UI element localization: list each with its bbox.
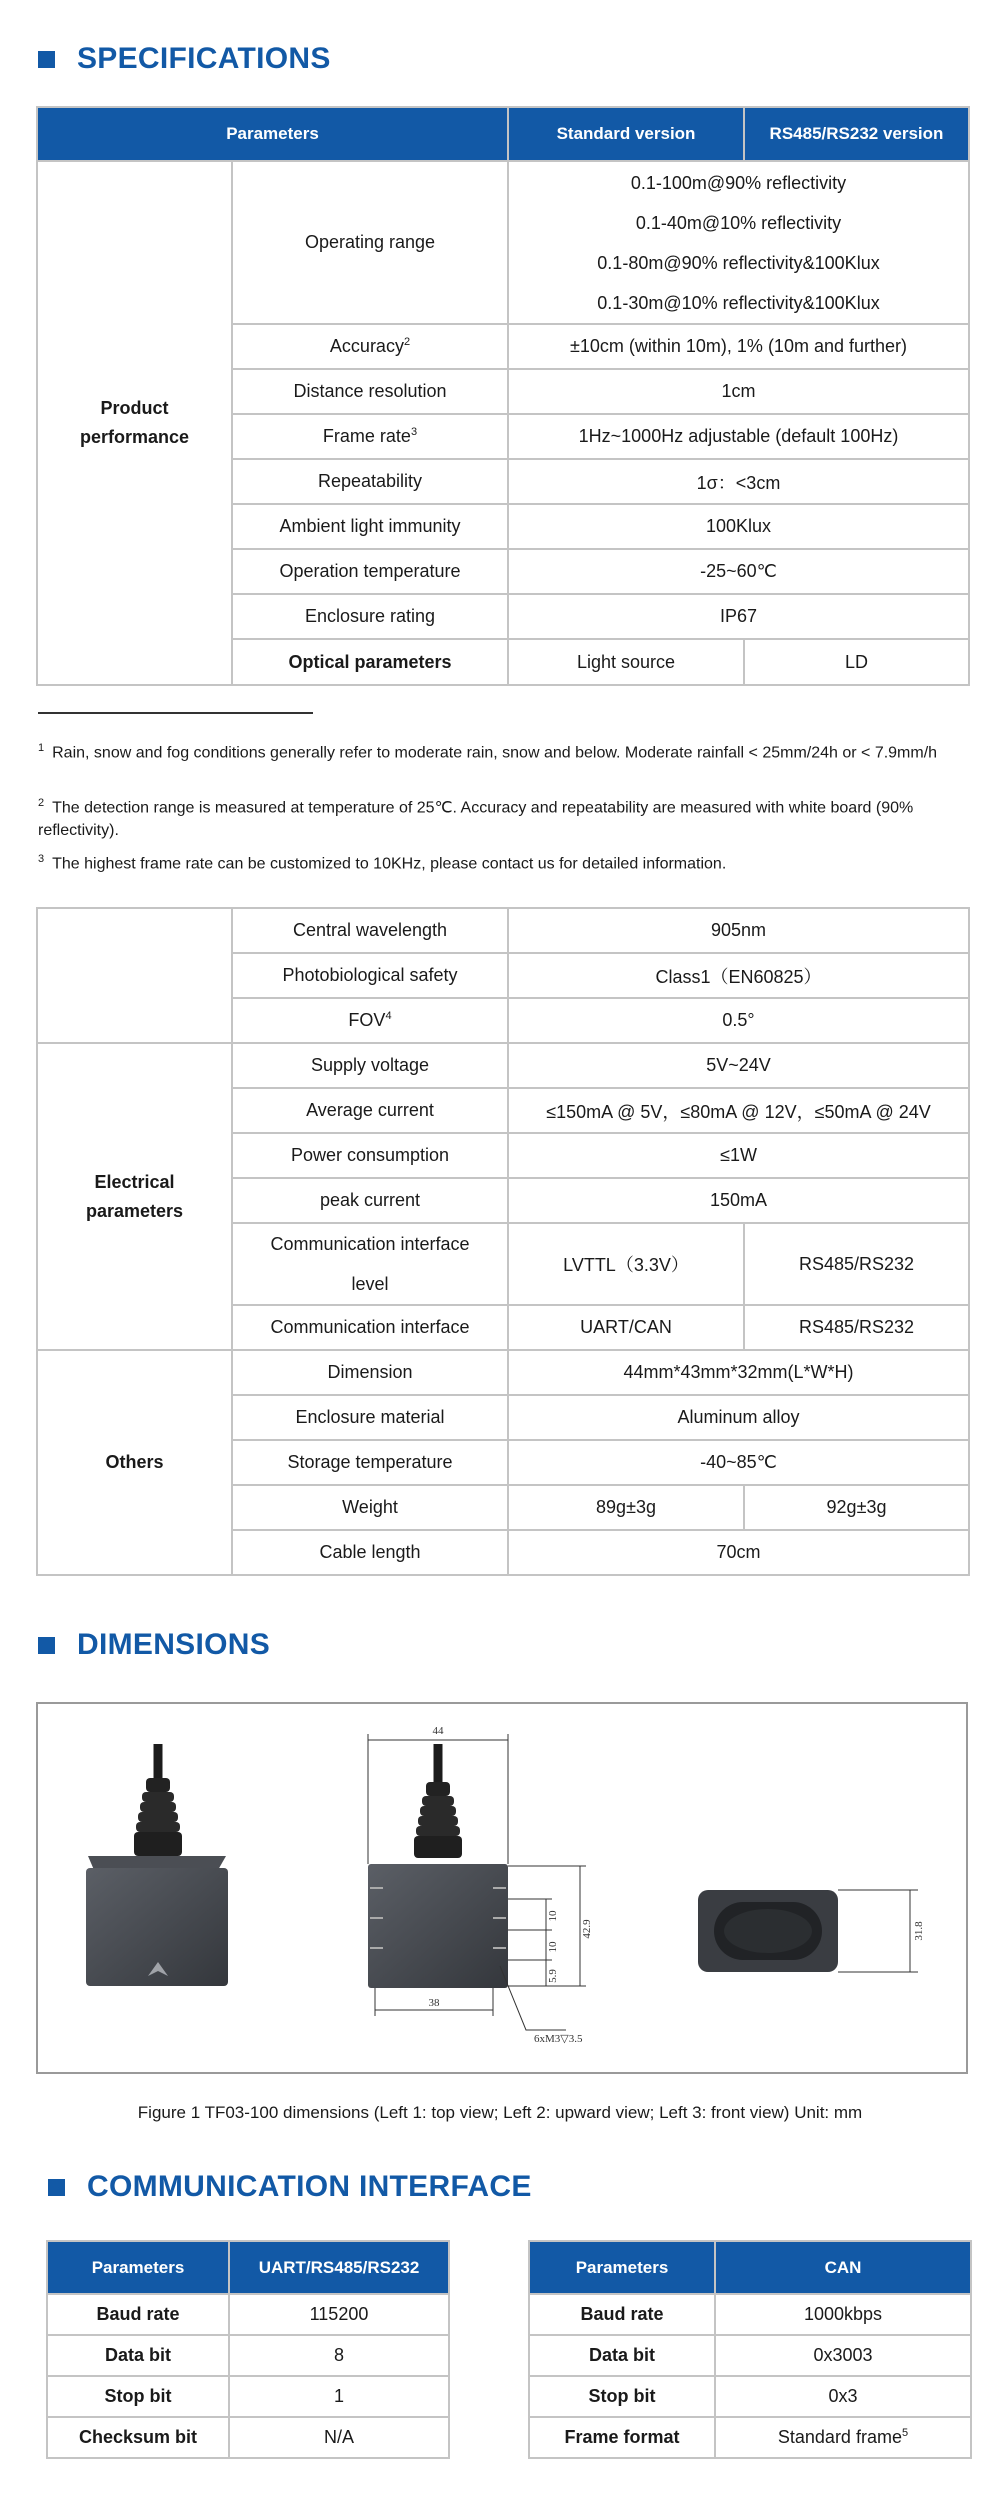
dimension-drawing-frame [36, 1702, 968, 2074]
row-label: Data bit [47, 2335, 229, 2376]
table-row [529, 2294, 971, 2335]
group-product-performance [37, 161, 232, 685]
value-enclosure-rating: IP67 [508, 594, 969, 639]
value-frame-rate: 1Hz~1000Hz adjustable (default 100Hz) [508, 414, 969, 459]
top-view-image [86, 1744, 228, 1986]
value-supply-voltage: 5V~24V [508, 1043, 969, 1088]
row-label: Checksum bit [47, 2417, 229, 2458]
param-operation-temp: Operation temperature [232, 549, 508, 594]
row-label: Stop bit [529, 2376, 715, 2417]
value-accuracy: ±10cm (within 10m), 1% (10m and further) [508, 324, 969, 369]
table-row [47, 2376, 449, 2417]
param-fov [232, 998, 508, 1043]
comm-table-can [528, 2240, 972, 2459]
table-row [47, 2294, 449, 2335]
label: Frame rate [322, 426, 411, 446]
label: Accuracy [329, 336, 404, 356]
spec-table-electrical [36, 907, 970, 1576]
footnote-number: 1 [38, 742, 45, 754]
header-rs485: RS485/RS232 version [744, 107, 969, 161]
value-power: ≤1W [508, 1133, 969, 1178]
table-row [47, 2417, 449, 2458]
value-ambient: 100Klux [508, 504, 969, 549]
footnote-number: 3 [38, 853, 45, 865]
section-marker-icon [38, 1637, 55, 1654]
param-accuracy [232, 324, 508, 369]
upward-view-image [368, 1744, 508, 1988]
value-peak-current: 150mA [508, 1178, 969, 1223]
range-line: 0.1-30m@10% reflectivity&100Klux [597, 292, 880, 313]
table-header-row [529, 2241, 971, 2294]
frame-format-value: Standard frame [777, 2427, 902, 2447]
param-enclosure-material: Enclosure material [232, 1395, 508, 1440]
param-supply-voltage: Supply voltage [232, 1043, 508, 1088]
comm-table-uart [46, 2240, 450, 2459]
group-others: Others [37, 1350, 232, 1575]
table-row [37, 908, 969, 953]
row-value [715, 2417, 971, 2458]
front-view-image [698, 1890, 838, 1972]
dim-spacing-label: 10 [547, 1941, 559, 1953]
table-row [529, 2376, 971, 2417]
param-operating-range: Operating range [232, 161, 508, 324]
param-light-source: Light source [508, 639, 744, 685]
group-optical-continued [37, 908, 232, 1043]
footnote-divider [38, 712, 313, 714]
footnote-text: The detection range is measured at temperature of 25℃. Accuracy and repeatability are measured with white board (90% reflectivity). [38, 799, 914, 840]
dim-spacing-label: 10 [547, 1910, 559, 1922]
header-standard: Standard version [508, 107, 744, 161]
footnote-ref: 5 [901, 2427, 909, 2439]
table-row [37, 161, 969, 324]
param-wavelength: Central wavelength [232, 908, 508, 953]
specifications-heading [38, 42, 331, 76]
range-line: 0.1-80m@90% reflectivity&100Klux [597, 252, 880, 273]
value-repeatability: 1σ：<3cm [508, 459, 969, 504]
row-value: 8 [229, 2335, 449, 2376]
label-line: Communication interface [270, 1234, 470, 1254]
section-title: DIMENSIONS [77, 1628, 271, 1661]
dim-width-label: 44 [432, 1725, 444, 1737]
footnote-2 [38, 792, 958, 842]
value-average-current: ≤150mA @ 5V，≤80mA @ 12V，≤50mA @ 24V [508, 1088, 969, 1133]
param-power: Power consumption [232, 1133, 508, 1178]
group-label: Electrical parameters [85, 1171, 184, 1221]
row-value: 115200 [229, 2294, 449, 2335]
footnote-number: 2 [38, 797, 45, 809]
param-comm-interface: Communication interface [232, 1305, 508, 1350]
section-title: COMMUNICATION INTERFACE [87, 2170, 532, 2203]
footnote-ref: 2 [403, 336, 411, 348]
param-average-current: Average current [232, 1088, 508, 1133]
param-storage-temp: Storage temperature [232, 1440, 508, 1485]
value-comm-rs485: RS485/RS232 [744, 1305, 969, 1350]
value-resolution: 1cm [508, 369, 969, 414]
table-row [529, 2335, 971, 2376]
value-comm-level-standard: LVTTL（3.3V） [508, 1223, 744, 1305]
section-title: SPECIFICATIONS [77, 42, 331, 75]
dim-offset-label: 5.9 [547, 1969, 559, 1983]
header-can: CAN [715, 2241, 971, 2294]
group-optical-parameters: Optical parameters [232, 639, 508, 685]
row-value: 1 [229, 2376, 449, 2417]
table-row [529, 2417, 971, 2458]
communication-heading [48, 2170, 532, 2204]
dimensions-heading [38, 1628, 270, 1662]
header-parameters: Parameters [37, 107, 508, 161]
value-weight-standard: 89g±3g [508, 1485, 744, 1530]
param-ambient: Ambient light immunity [232, 504, 508, 549]
value-weight-rs485: 92g±3g [744, 1485, 969, 1530]
dim-hole-spacing-label: 38 [428, 1997, 440, 2009]
group-label: Product performance [79, 398, 190, 447]
value-wavelength: 905nm [508, 908, 969, 953]
table-row [37, 1350, 969, 1395]
dim-hole-callout: 6xM3▽3.5 [534, 2033, 583, 2045]
dim-depth-label: 31.8 [913, 1921, 925, 1941]
value-cable-length: 70cm [508, 1530, 969, 1575]
table-row [37, 1043, 969, 1088]
param-weight: Weight [232, 1485, 508, 1530]
value-operating-range [508, 161, 969, 324]
figure-caption: Figure 1 TF03-100 dimensions (Left 1: top view; Left 2: upward view; Left 3: front view) Unit: mm [137, 2103, 863, 2122]
footnote-text: The highest frame rate can be customized to 10KHz, please contact us for detailed information. [52, 855, 727, 873]
value-comm-level-rs485: RS485/RS232 [744, 1223, 969, 1305]
value-photobiological: Class1（EN60825） [508, 953, 969, 998]
dim-height-label: 42.9 [581, 1919, 593, 1939]
param-enclosure-rating: Enclosure rating [232, 594, 508, 639]
header-parameters: Parameters [47, 2241, 229, 2294]
footnote-text: Rain, snow and fog conditions generally refer to moderate rain, snow and below. Moderate rainfall < 25mm/24h or < 7.9mm/h [52, 744, 938, 762]
footnote-1 [38, 737, 958, 764]
group-electrical-parameters [37, 1043, 232, 1350]
header-uart: UART/RS485/RS232 [229, 2241, 449, 2294]
param-photobiological: Photobiological safety [232, 953, 508, 998]
value-comm-standard: UART/CAN [508, 1305, 744, 1350]
table-header-row [47, 2241, 449, 2294]
section-marker-icon [48, 2179, 65, 2196]
param-frame-rate [232, 414, 508, 459]
row-label: Baud rate [47, 2294, 229, 2335]
spec-table-performance [36, 106, 970, 686]
table-header-row [37, 107, 969, 161]
value-storage-temp: -40~85℃ [508, 1440, 969, 1485]
param-peak-current: peak current [232, 1178, 508, 1223]
label: FOV [348, 1010, 386, 1030]
dimension-drawing [38, 1704, 966, 2072]
row-value: 1000kbps [715, 2294, 971, 2335]
param-cable-length: Cable length [232, 1530, 508, 1575]
footnote-ref: 4 [385, 1010, 392, 1022]
range-line: 0.1-40m@10% reflectivity [635, 212, 842, 233]
param-dimension: Dimension [232, 1350, 508, 1395]
range-line: 0.1-100m@90% reflectivity [630, 172, 847, 193]
label-line: level [351, 1274, 389, 1294]
param-resolution: Distance resolution [232, 369, 508, 414]
row-label: Frame format [529, 2417, 715, 2458]
row-value: N/A [229, 2417, 449, 2458]
param-comm-level [232, 1223, 508, 1305]
value-enclosure-material: Aluminum alloy [508, 1395, 969, 1440]
row-label: Stop bit [47, 2376, 229, 2417]
value-dimension: 44mm*43mm*32mm(L*W*H) [508, 1350, 969, 1395]
param-repeatability: Repeatability [232, 459, 508, 504]
row-label: Baud rate [529, 2294, 715, 2335]
section-marker-icon [38, 51, 55, 68]
value-light-source: LD [744, 639, 969, 685]
header-parameters: Parameters [529, 2241, 715, 2294]
row-label: Data bit [529, 2335, 715, 2376]
row-value: 0x3003 [715, 2335, 971, 2376]
value-operation-temp: -25~60℃ [508, 549, 969, 594]
footnote-3 [38, 848, 958, 875]
footnote-ref: 3 [410, 426, 418, 438]
table-row [47, 2335, 449, 2376]
value-fov: 0.5° [508, 998, 969, 1043]
row-value: 0x3 [715, 2376, 971, 2417]
